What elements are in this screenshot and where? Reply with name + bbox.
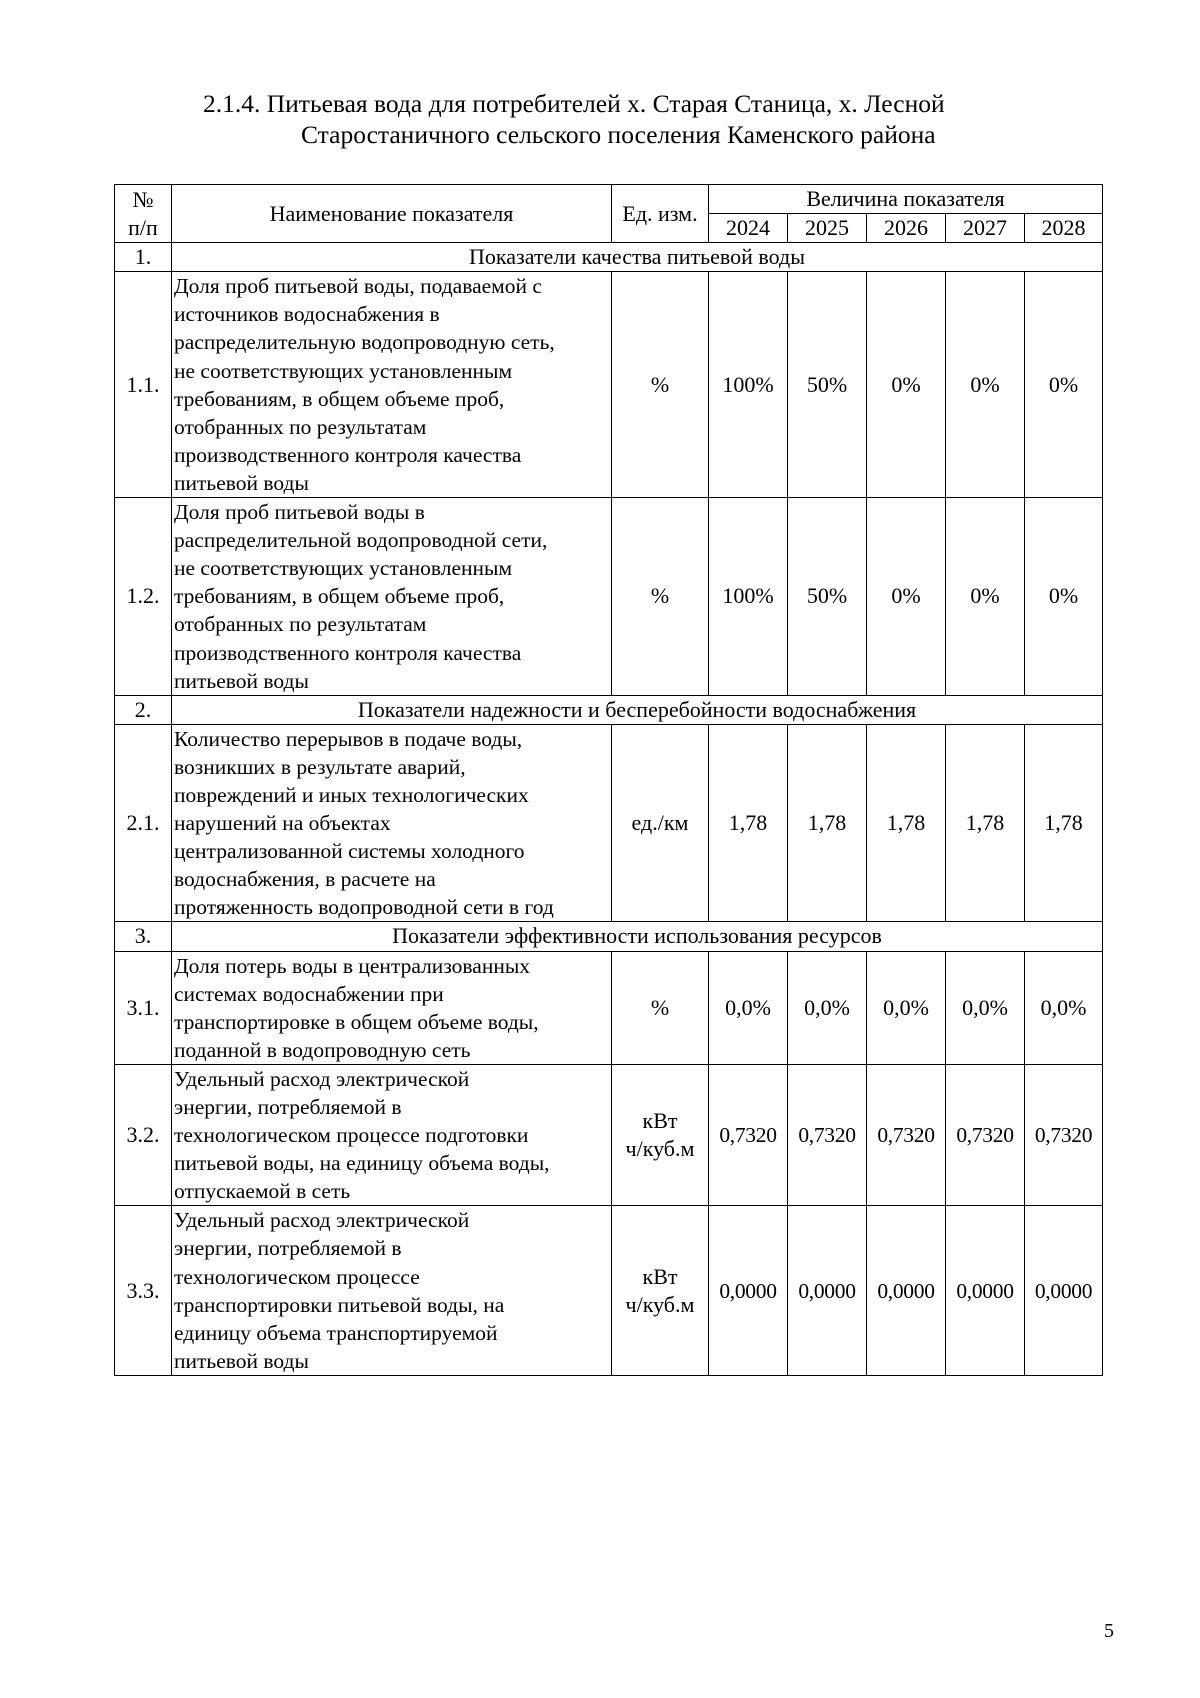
header-year-cell: 2025 xyxy=(788,214,867,243)
header-num-symbol: № xyxy=(132,186,154,212)
value-cell: 0,0000 xyxy=(788,1206,867,1376)
section-title: Показатели качества питьевой воды xyxy=(172,243,1103,272)
indicator-name-line: требованиям, в общем объеме проб, xyxy=(174,386,505,411)
unit-line: % xyxy=(650,583,670,609)
value-cell: 100% xyxy=(709,498,788,696)
title-line-2: Старостаничного сельского поселения Каменского района xyxy=(301,120,936,149)
header-row-1 xyxy=(115,185,1103,214)
indicator-name-line: питьевой воды xyxy=(174,668,309,693)
unit-line: ед./км xyxy=(631,810,689,836)
value-cell: 1,78 xyxy=(946,724,1025,922)
indicator-name-line: распределительной водопроводной сети, xyxy=(174,528,548,553)
indicator-name-line: Доля проб питьевой воды в xyxy=(174,500,425,525)
indicator-name-line: повреждений и иных технологических xyxy=(174,782,529,807)
indicator-name-line: отпускаемой в сеть xyxy=(174,1179,351,1204)
value-cell: 0,7320 xyxy=(788,1064,867,1205)
section-number: 3. xyxy=(115,922,172,951)
value-cell: 0,7320 xyxy=(1025,1064,1103,1205)
unit-line: % xyxy=(650,371,670,397)
unit-line: ч/куб.м xyxy=(625,1291,695,1317)
indicator-name xyxy=(172,498,612,696)
unit-cell xyxy=(612,1206,709,1376)
value-cell: 0% xyxy=(867,272,946,498)
indicator-name-line: энергии, потребляемой в xyxy=(174,1095,402,1119)
indicator-name-line: источников водоснабжения в xyxy=(174,302,440,327)
row-number: 2.1. xyxy=(115,724,172,922)
value-cell: 0% xyxy=(946,498,1025,696)
title-line-1: 2.1.4. Питьевая вода для потребителей х. Старая Станица, х. Лесной xyxy=(203,89,945,118)
indicator-name-line: поданной в водопроводную сеть xyxy=(174,1037,471,1062)
indicators-table xyxy=(114,184,1103,1376)
header-year-cell: 2028 xyxy=(1025,214,1103,243)
row-number: 3.3. xyxy=(115,1206,172,1376)
indicator-name-line: системах водоснабжении при xyxy=(174,981,444,1006)
indicator-name-line: транспортировке в общем объеме воды, xyxy=(174,1009,539,1034)
value-cell: 0,7320 xyxy=(946,1064,1025,1205)
unit-line: % xyxy=(650,994,670,1020)
header-year-cell: 2027 xyxy=(946,214,1025,243)
row-number: 1.2. xyxy=(115,498,172,696)
value-cell: 0% xyxy=(946,272,1025,498)
row-number: 3.1. xyxy=(115,951,172,1064)
section-row xyxy=(115,922,1103,951)
unit-cell xyxy=(612,272,709,498)
table-row xyxy=(115,498,1103,696)
indicator-name-line: производственного контроля качества xyxy=(174,442,522,467)
indicator-name-line: технологическом процессе xyxy=(174,1264,420,1289)
indicator-name-line: протяженность водопроводной сети в год xyxy=(174,895,554,920)
value-cell: 0,0000 xyxy=(867,1206,946,1376)
value-cell: 0,0000 xyxy=(946,1206,1025,1376)
indicator-name-line: нарушений на объектах xyxy=(174,811,391,836)
indicator-name-line: единицу объема транспортируемой xyxy=(174,1320,498,1345)
section-row xyxy=(115,695,1103,724)
value-cell: 1,78 xyxy=(867,724,946,922)
unit-line: ч/куб.м xyxy=(625,1136,695,1162)
header-year-cell: 2026 xyxy=(867,214,946,243)
indicator-name-line: распределительную водопроводную сеть, xyxy=(174,330,555,355)
indicator-name-line: питьевой воды, на единицу объема воды, xyxy=(174,1151,550,1176)
indicator-name-line: Доля потерь воды в централизованных xyxy=(174,953,531,978)
section-row xyxy=(115,243,1103,272)
indicator-name-line: требованиям, в общем объеме проб, xyxy=(174,584,505,609)
value-cell: 0,0000 xyxy=(1025,1206,1103,1376)
value-cell: 0,0% xyxy=(1025,951,1103,1064)
indicator-name-line: производственного контроля качества xyxy=(174,640,522,665)
value-cell: 0,0% xyxy=(709,951,788,1064)
value-cell: 50% xyxy=(788,498,867,696)
indicator-name xyxy=(172,1206,612,1376)
table-row xyxy=(115,951,1103,1064)
section-title: Показатели эффективности использования ресурсов xyxy=(172,922,1103,951)
section-number: 1. xyxy=(115,243,172,272)
section-number: 2. xyxy=(115,695,172,724)
value-cell: 1,78 xyxy=(709,724,788,922)
value-cell: 100% xyxy=(709,272,788,498)
unit-cell xyxy=(612,498,709,696)
indicator-name-line: Доля проб питьевой воды, подаваемой с xyxy=(174,274,542,299)
header-value-group: Величина показателя xyxy=(709,185,1103,214)
header-year-cell: 2024 xyxy=(709,214,788,243)
value-cell: 0,0000 xyxy=(709,1206,788,1376)
table-row xyxy=(115,724,1103,922)
section-title: Показатели надежности и бесперебойности водоснабжения xyxy=(172,695,1103,724)
header-name-cell: Наименование показателя xyxy=(172,185,612,243)
header-num-abbr: п/п xyxy=(128,214,158,240)
indicator-name-line: водоснабжения, в расчете на xyxy=(174,867,436,892)
indicator-name-line: энергии, потребляемой в xyxy=(174,1236,402,1261)
indicator-name-line: возникших в результате аварий, xyxy=(174,754,466,779)
header-num-cell xyxy=(115,185,172,243)
indicator-name-line: транспортировки питьевой воды, на xyxy=(174,1292,505,1317)
indicator-name-line: отобранных по результатам xyxy=(174,414,427,439)
value-cell: 50% xyxy=(788,272,867,498)
table-body xyxy=(115,185,1103,1376)
table-row xyxy=(115,272,1103,498)
unit-line: кВт xyxy=(642,1108,678,1134)
indicator-name-line: Количество перерывов в подаче воды, xyxy=(174,726,523,751)
indicator-name-line: Удельный расход электрической xyxy=(174,1066,470,1091)
value-cell: 0,7320 xyxy=(867,1064,946,1205)
page-number: 5 xyxy=(1104,1620,1114,1642)
indicator-name-line: питьевой воды xyxy=(174,470,309,495)
unit-cell xyxy=(612,724,709,922)
row-number: 3.2. xyxy=(115,1064,172,1205)
value-cell: 0,0% xyxy=(946,951,1025,1064)
indicator-name xyxy=(172,1064,612,1205)
indicator-name-line: технологическом процессе подготовки xyxy=(174,1123,529,1148)
row-number: 1.1. xyxy=(115,272,172,498)
indicator-name xyxy=(172,272,612,498)
header-unit-cell: Ед. изм. xyxy=(612,185,709,243)
indicator-name-line: централизованной системы холодного xyxy=(174,839,525,864)
indicator-name xyxy=(172,951,612,1064)
indicator-name-line: Удельный расход электрической xyxy=(174,1208,470,1233)
value-cell: 0,0% xyxy=(788,951,867,1064)
indicator-name-line: не соответствующих установленным xyxy=(174,358,513,383)
unit-cell xyxy=(612,951,709,1064)
value-cell: 0% xyxy=(1025,498,1103,696)
indicator-name-line: отобранных по результатам xyxy=(174,612,427,637)
table-row xyxy=(115,1064,1103,1205)
value-cell: 0,0% xyxy=(867,951,946,1064)
value-cell: 1,78 xyxy=(1025,724,1103,922)
value-cell: 0,7320 xyxy=(709,1064,788,1205)
value-cell: 0% xyxy=(1025,272,1103,498)
table-row xyxy=(115,1206,1103,1376)
unit-line: кВт xyxy=(642,1263,678,1289)
indicator-name-line: не соответствующих установленным xyxy=(174,556,513,581)
unit-cell xyxy=(612,1064,709,1205)
indicator-name-line: питьевой воды xyxy=(174,1348,309,1373)
value-cell: 1,78 xyxy=(788,724,867,922)
indicator-name xyxy=(172,724,612,922)
value-cell: 0% xyxy=(867,498,946,696)
